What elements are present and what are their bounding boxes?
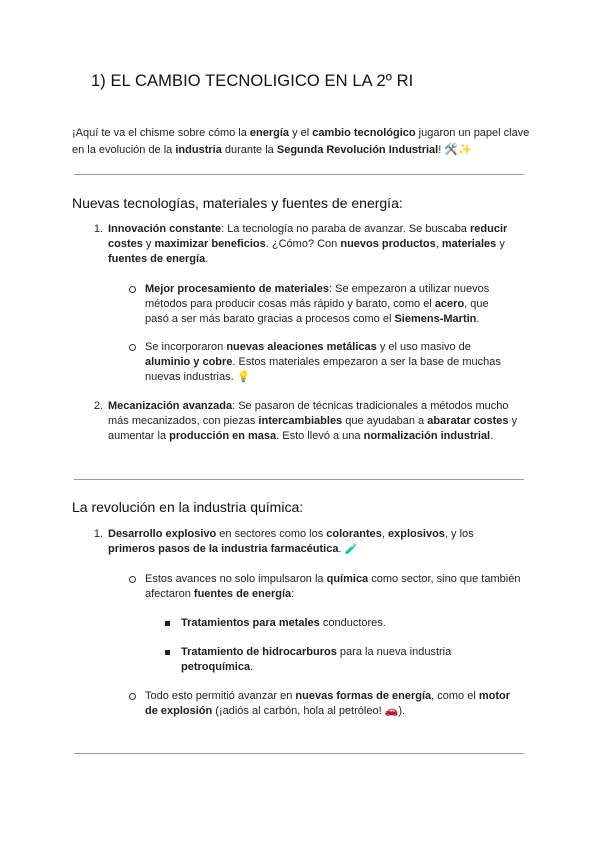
text-run: , <box>435 238 442 250</box>
bold-run: petroquímica <box>181 661 251 673</box>
text-run: durante la <box>221 144 277 156</box>
lightbulb-icon: 💡 <box>236 371 251 383</box>
list-item <box>145 282 515 327</box>
bold-run: Siemens-Martin <box>394 313 477 325</box>
text-run: que ayudaban a <box>342 415 428 427</box>
list-number: 2. <box>93 400 103 412</box>
text-run: , <box>381 528 389 540</box>
text-run: y <box>496 238 505 250</box>
bold-run: primeros pasos de la industria farmacéutica <box>108 543 339 555</box>
text-run: y aumentar la <box>108 415 518 442</box>
bold-run: nuevas formas de energía <box>295 690 432 702</box>
page-title: 1) EL CAMBIO TECNOLIGICO EN LA 2º RI <box>91 72 414 90</box>
list-item <box>93 222 513 267</box>
text-run: , que pasó a ser más barato gracias a procesos como el <box>145 298 489 325</box>
list-item <box>93 527 513 557</box>
circle-bullet-icon <box>129 344 136 351</box>
text-run: , y los <box>444 528 474 540</box>
circle-bullet-icon <box>129 576 136 583</box>
text-run: en sectores como los <box>216 528 327 540</box>
bold-run: energía <box>249 127 290 139</box>
test-tube-icon: 🧪 <box>344 543 359 555</box>
bold-run: reducir costes <box>108 223 508 250</box>
square-bullet-icon <box>165 650 170 655</box>
text-run: . <box>476 313 480 325</box>
text-run: y el <box>289 127 313 139</box>
text-run: ). <box>398 705 406 717</box>
text-run: . <box>338 543 345 555</box>
bold-run: cambio tecnológico <box>312 127 416 139</box>
text-run: : Se empezaron a utilizar nuevos métodos para producir cosas más rápido y barato, como el <box>145 283 490 310</box>
text-run: (¡adiós al carbón, hola al petróleo! <box>212 705 385 717</box>
divider <box>74 753 524 754</box>
text-run: jugaron un papel clave en la evolución de la <box>72 127 530 156</box>
intro-paragraph <box>72 125 542 159</box>
bold-run: normalización industrial <box>363 430 491 442</box>
list-item <box>93 399 518 444</box>
list-item <box>181 645 481 675</box>
bold-run: explosivos <box>388 528 445 540</box>
bold-run: intercambiables <box>258 415 343 427</box>
text-run: conductores. <box>319 617 386 629</box>
list-number: 1. <box>93 223 103 235</box>
square-bullet-icon <box>165 621 170 626</box>
bold-run: Segunda Revolución Industrial <box>276 144 439 156</box>
text-run: Todo esto permitió avanzar en <box>145 690 296 702</box>
list-number: 1. <box>93 528 103 540</box>
section-heading-chemistry: La revolución en la industria química: <box>72 499 304 515</box>
tools-sparkles-icon: 🛠️✨ <box>444 144 472 156</box>
text-run: ! <box>438 144 445 156</box>
bold-run: nuevas aleaciones metálicas <box>226 341 377 353</box>
bold-run: colorantes <box>326 528 382 540</box>
text-run: . <box>250 661 254 673</box>
text-run: , como el <box>431 690 479 702</box>
text-run: : <box>291 588 295 600</box>
section-heading-technologies: Nuevas tecnologías, materiales y fuentes de energía: <box>72 195 403 211</box>
bold-run: abaratar costes <box>427 415 509 427</box>
list-item <box>145 572 525 602</box>
bold-run: Mejor procesamiento de materiales <box>145 283 330 295</box>
bold-run: materiales <box>441 238 497 250</box>
text-run: y el uso masivo de <box>376 341 471 353</box>
bold-run: Tratamiento de hidrocarburos <box>181 646 337 658</box>
divider <box>74 174 524 175</box>
circle-bullet-icon <box>129 693 136 700</box>
text-run: . Esto llevó a una <box>276 430 364 442</box>
text-run: y <box>142 238 155 250</box>
text-run: : Se pasaron de técnicas tradicionales a métodos mucho más mecanizados, con piezas <box>108 400 509 427</box>
bold-run: química <box>326 573 369 585</box>
bold-run: aluminio y cobre <box>145 356 233 368</box>
bold-run: motor de explosión <box>145 690 511 717</box>
text-run: : La tecnología no paraba de avanzar. Se buscaba <box>221 223 470 235</box>
car-icon: 🚗 <box>384 705 399 717</box>
divider <box>74 479 524 480</box>
list-item <box>181 616 511 631</box>
bold-run: fuentes de energía <box>108 253 206 265</box>
circle-bullet-icon <box>129 286 136 293</box>
list-item <box>145 689 517 719</box>
bold-run: fuentes de energía <box>193 588 292 600</box>
bold-run: Desarrollo explosivo <box>108 528 217 540</box>
text-run: . <box>490 430 494 442</box>
bold-run: Tratamientos para metales <box>181 617 320 629</box>
text-run: para la nueva industria <box>336 646 452 658</box>
bold-run: Innovación constante <box>108 223 222 235</box>
bold-run: Mecanización avanzada <box>108 400 233 412</box>
bold-run: nuevos productos <box>340 238 436 250</box>
text-run: . <box>205 253 209 265</box>
bold-run: maximizar beneficios <box>154 238 266 250</box>
bold-run: acero <box>434 298 465 310</box>
text-run: como sector, sino que también afectaron <box>145 573 521 600</box>
bold-run: industria <box>175 144 222 156</box>
bold-run: producción en masa <box>169 430 277 442</box>
text-run: . ¿Cómo? Con <box>265 238 341 250</box>
list-item <box>145 340 517 385</box>
text-run: Se incorporaron <box>145 341 227 353</box>
text-run: . Estos materiales empezaron a ser la base de muchas nuevas industrias. <box>145 356 501 383</box>
text-run: ¡Aquí te va el chisme sobre cómo la <box>72 127 250 139</box>
text-run: Estos avances no solo impulsaron la <box>145 573 327 585</box>
